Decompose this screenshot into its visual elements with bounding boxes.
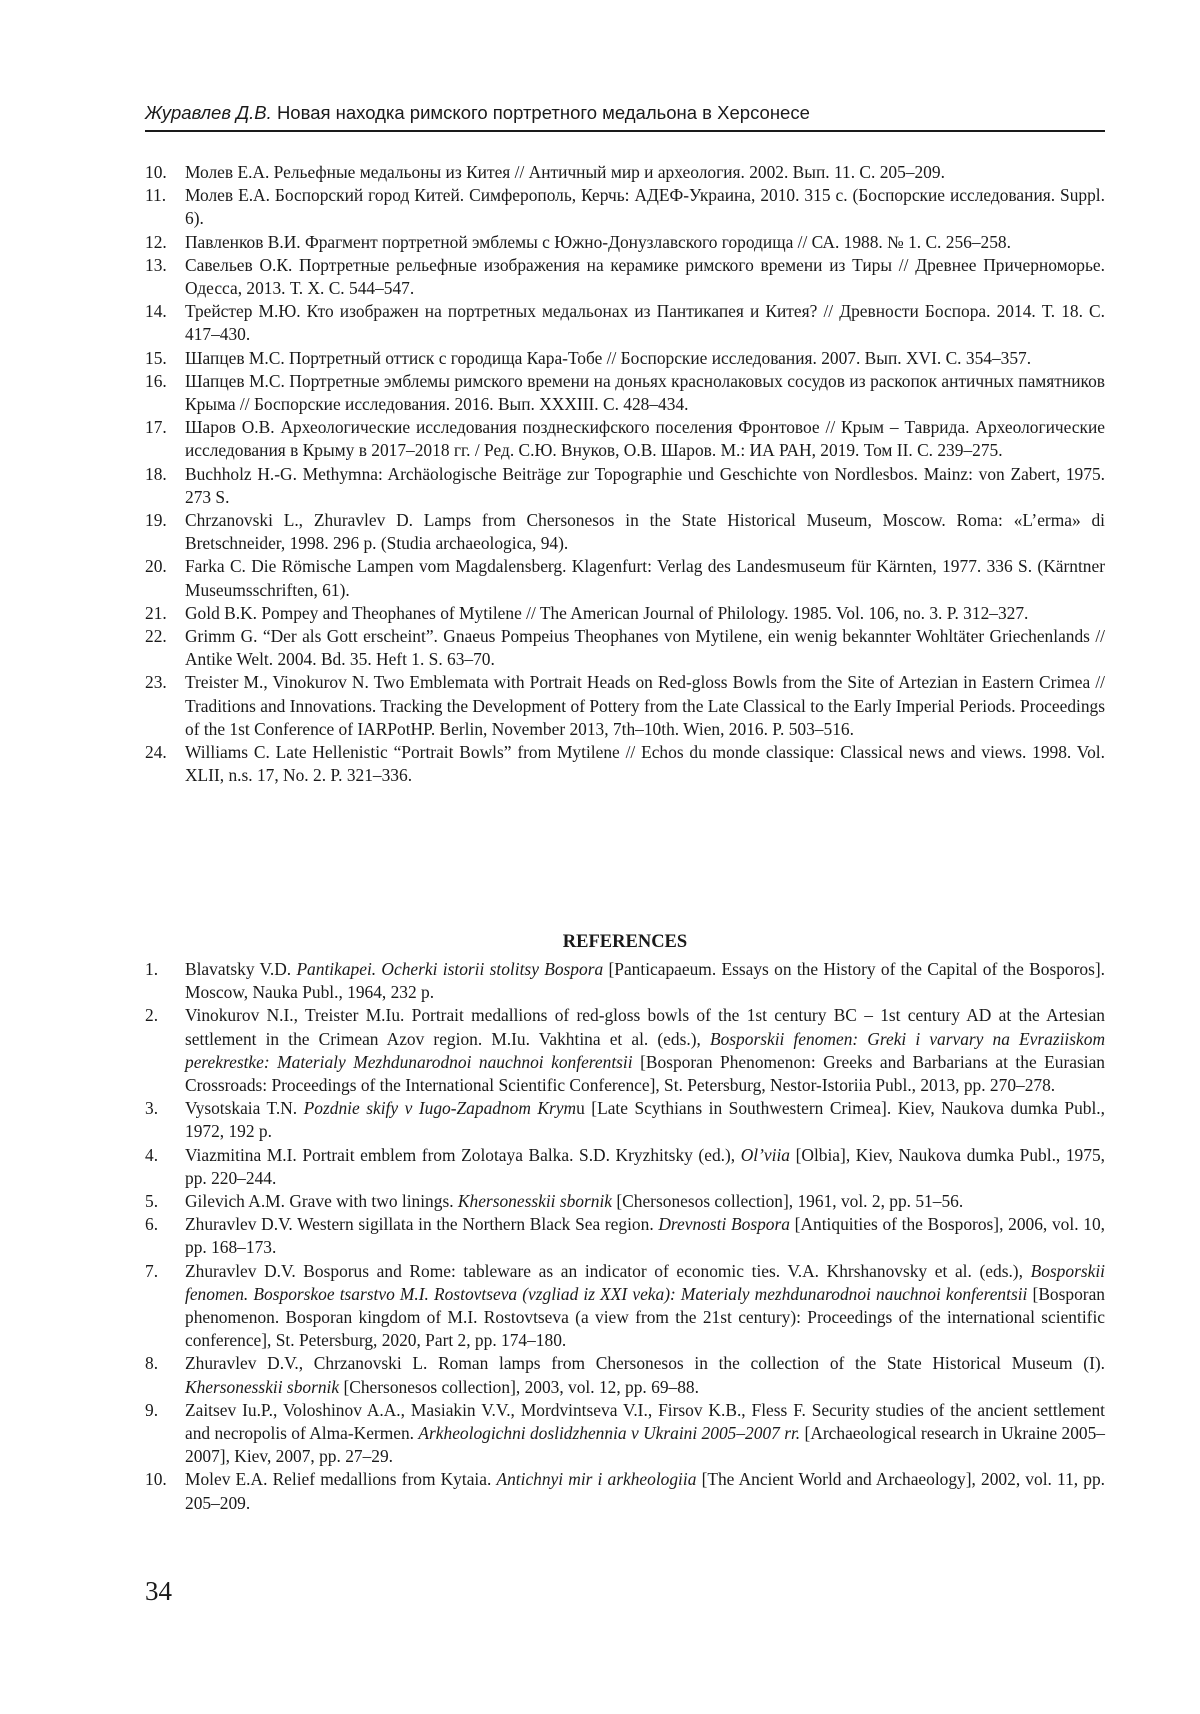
reference-text-part: [Archaeological research in Ukraine 2005–2007], Kiev, 2007, pp. 27–29. <box>185 1423 1105 1467</box>
reference-item <box>145 1190 1105 1213</box>
reference-text-part: [Panticapaeum. Essays on the History of the Capital of the Bosporos]. Moscow, Nauka Publ., 1964, 232 p. <box>185 959 1105 1003</box>
bibliography-item-number: 14. <box>145 301 167 322</box>
bibliography-list <box>145 161 1105 787</box>
reference-item-number: 7. <box>145 1260 159 1281</box>
bibliography-item <box>145 555 1105 601</box>
bibliography-item-text: Молев Е.А. Боспорский город Китей. Симферополь, Керчь: АДЕФ-Украина, 2010. 315 с. (Боспорские исследования. Suppl. 6). <box>185 185 1105 229</box>
reference-item <box>145 1352 1105 1398</box>
bibliography-item-number: 13. <box>145 254 167 275</box>
bibliography-item <box>145 161 1105 184</box>
reference-item-number: 2. <box>145 1005 159 1026</box>
bibliography-item-number: 22. <box>145 626 167 647</box>
bibliography-item-text: Молев Е.А. Рельефные медальоны из Китея // Античный мир и археология. 2002. Вып. 11. С. 205–209. <box>185 162 945 182</box>
bibliography-item-text: Chrzanovski L., Zhuravlev D. Lamps from Chersonesos in the State Historical Museum, Moscow. Roma: «L’erma» di Bretschneider, 1998. 296 p. (Studia archaeologica, 94). <box>185 510 1105 554</box>
reference-italic-title: Bosporskii fenomen: Greki i varvary na Evraziiskom perekrestke: Materialy Mezhdunarodnoi nauchnoi konferentsii <box>185 1028 1106 1072</box>
bibliography-item <box>145 184 1105 230</box>
bibliography-item <box>145 463 1105 509</box>
reference-item-number: 9. <box>145 1399 159 1420</box>
bibliography-item-number: 24. <box>145 742 167 763</box>
bibliography-item <box>145 254 1105 300</box>
reference-italic-title: Khersonesskii sbornik <box>457 1191 613 1212</box>
reference-item <box>145 1097 1105 1143</box>
reference-italic-title: Pantikapei. Ocherki istorii stolitsy Bospora <box>296 959 604 979</box>
reference-item <box>145 1144 1105 1190</box>
reference-item <box>145 1260 1105 1353</box>
reference-text-part: Zhuravlev D.V., Chrzanovski L. Roman lamps from Chersonesos in the collection of the State Historical Museum (I). <box>185 1353 1105 1374</box>
reference-item-text <box>185 1352 1105 1398</box>
bibliography-item <box>145 231 1105 254</box>
reference-item <box>145 1399 1105 1469</box>
reference-text-part: Viazmitina M.I. Portrait emblem from Zolotaya Balka. S.D. Kryzhitsky (ed.), <box>185 1144 741 1165</box>
header-title: Новая находка римского портретного медальона в Херсонесе <box>276 102 810 123</box>
reference-item-text <box>185 958 1105 1004</box>
reference-item-text <box>185 1004 1105 1097</box>
page-number: 34 <box>145 1576 172 1606</box>
reference-italic-title: Antichnyi mir i arkheologiia <box>496 1469 697 1490</box>
reference-item-text <box>185 1468 1105 1514</box>
bibliography-item-text: Шапцев М.С. Портретный оттиск с городища Кара-Тобе // Боспорские исследования. 2007. Вып. XVI. С. 354–357. <box>185 347 1032 368</box>
reference-item-text <box>185 1399 1105 1469</box>
reference-item-text <box>185 1097 1105 1143</box>
reference-item-number: 4. <box>145 1144 159 1165</box>
reference-text-part: Zhuravlev D.V. Western sigillata in the Northern Black Sea region. <box>185 1214 659 1235</box>
reference-text-part: Blavatsky V.D. <box>185 959 297 979</box>
bibliography-item-number: 16. <box>145 370 167 391</box>
reference-item-number: 10. <box>145 1469 167 1490</box>
reference-italic-title: Drevnosti Bospora <box>658 1214 790 1235</box>
reference-item <box>145 1468 1105 1514</box>
reference-italic-title: Ol’viia <box>740 1144 790 1165</box>
reference-text-part: Vysotskaia T.N. <box>185 1098 304 1119</box>
bibliography-item-text: Трейстер М.Ю. Кто изображен на портретных медальонах из Пантикапея и Китея? // Древности Боспора. 2014. Т. 18. С. 417–430. <box>185 301 1105 345</box>
running-header <box>145 100 1105 132</box>
bibliography-item <box>145 416 1105 462</box>
reference-item-number: 6. <box>145 1214 159 1235</box>
bibliography-item <box>145 509 1105 555</box>
bibliography-item-number: 11. <box>145 185 167 206</box>
bibliography-item-number: 21. <box>145 602 167 623</box>
reference-text-part: u [Late Scythians in Southwestern Crimea]. Kiev, Naukova dumka Publ., 1972, 192 p. <box>185 1098 1105 1142</box>
reference-item-text <box>185 1260 1105 1353</box>
bibliography-item <box>145 602 1105 625</box>
reference-item-text <box>185 1213 1105 1259</box>
bibliography-item-number: 12. <box>145 231 167 252</box>
bibliography-item-text: Павленков В.И. Фрагмент портретной эмблемы с Южно-Донузлавского городища // СА. 1988. № 1. С. 256–258. <box>185 231 1011 252</box>
reference-item <box>145 1004 1105 1097</box>
bibliography-item-number: 10. <box>145 162 167 182</box>
reference-item <box>145 1213 1105 1259</box>
reference-item-number: 3. <box>145 1098 159 1119</box>
references-heading: REFERENCES <box>562 932 688 952</box>
bibliography-item-text: Treister M., Vinokurov N. Two Emblemata with Portrait Heads on Red-gloss Bowls from the Site of Artezian in Eastern Crimea // Traditions and Innovations. Tracking the Development of Pottery from the Late Classical to the Early Imperial Periods. Proceedings of the 1st Conference of IARPotHP. Berlin, November 2013, 7th–10th. Wien, 2016. P. 503–516. <box>185 672 1105 739</box>
reference-text-part: [Chersonesos collection], 1961, vol. 2, pp. 51–56. <box>612 1191 964 1212</box>
bibliography-item-number: 20. <box>145 556 167 577</box>
reference-italic-title: Pozdnie skify v Iugo-Zapadnom Krym <box>303 1098 577 1119</box>
references-list <box>145 958 1105 1515</box>
bibliography-item-number: 19. <box>145 510 167 531</box>
reference-text-part: [The Ancient World and Archaeology], 2002, vol. 11, pp. 205–209. <box>185 1469 1106 1513</box>
bibliography-item-text: Williams C. Late Hellenistic “Portrait Bowls” from Mytilene // Echos du monde classique: Classical news and views. 1998. Vol. XLII, n.s. 17, No. 2. P. 321–336. <box>185 742 1105 786</box>
reference-text-part: Molev E.A. Relief medallions from Kytaia. <box>185 1469 497 1490</box>
reference-item-number: 1. <box>145 959 159 979</box>
bibliography-item-text: Grimm G. “Der als Gott erscheint”. Gnaeus Pompeius Theophanes von Mytilene, ein wenig bekannter Wohltäter Griechenlands // Antike Welt. 2004. Bd. 35. Heft 1. S. 63–70. <box>185 626 1105 670</box>
reference-text-part: Zhuravlev D.V. Bosporus and Rome: tableware as an indicator of economic ties. V.A. Khrshanovsky et al. (eds.), <box>185 1260 1031 1281</box>
reference-text-part: Zaitsev Iu.P., Voloshinov A.A., Masiakin V.V., Mordvintseva V.I., Firsov K.B., Fless F. Security studies of the ancient settlement and necropolis of Alma-Kermen. <box>185 1399 1105 1444</box>
bibliography-item-number: 18. <box>145 463 167 484</box>
reference-item-text <box>185 1190 1105 1213</box>
bibliography-item-text: Савельев О.К. Портретные рельефные изображения на керамике римского времени из Тиры // Древнее Причерноморье. Одесса, 2013. Т. X. С. 544–547. <box>185 254 1105 299</box>
reference-item-number: 8. <box>145 1353 159 1374</box>
reference-item <box>145 958 1105 1004</box>
reference-text-part: Vinokurov N.I., Treister M.Iu. Portrait medallions of red-gloss bowls of the 1st century BC – 1st century AD at the Artesian settlement in the Crimean Azov region. M.Iu. Vakhtina et al. (eds.), <box>185 1005 1105 1049</box>
bibliography-item <box>145 671 1105 741</box>
bibliography-item <box>145 347 1105 370</box>
bibliography-item <box>145 300 1105 346</box>
reference-text-part: [Chersonesos collection], 2003, vol. 12, pp. 69–88. <box>339 1376 699 1397</box>
reference-italic-title: Arkheologichni doslidzhennia v Ukraini 2005–2007 rr. <box>418 1423 801 1444</box>
reference-text-part: [Bosporan phenomenon. Bosporan kingdom of M.I. Rostovtseva (a view from the 21st century): Proceedings of the international scientific conference], St. Petersburg, 2020, Part 2, pp. 174–180. <box>185 1283 1105 1351</box>
reference-italic-title: Khersonesskii sbornik <box>185 1376 340 1397</box>
reference-text-part: [Antiquities of the Bosporos], 2006, vol. 10, pp. 168–173. <box>185 1214 1105 1258</box>
bibliography-item <box>145 741 1105 787</box>
bibliography-item-text: Buchholz H.-G. Methymna: Archäologische Beiträge zur Topographie und Geschichte von Nordlesbos. Mainz: von Zabert, 1975. 273 S. <box>185 463 1105 507</box>
reference-item-text <box>185 1144 1105 1190</box>
bibliography-item-text: Шапцев М.С. Портретные эмблемы римского времени на доньях краснолаковых сосудов из раскопок античных памятников Крыма // Боспорские исследования. 2016. Вып. XXXIII. С. 428–434. <box>185 370 1105 415</box>
bibliography-item-number: 23. <box>145 672 167 693</box>
bibliography-item-number: 15. <box>145 347 167 368</box>
bibliography-item-text: Farka C. Die Römische Lampen vom Magdalensberg. Klagenfurt: Verlag des Landesmuseum für Kärnten, 1977. 336 S. (Kärntner Museumsschriften, 61). <box>185 556 1105 600</box>
bibliography-item-text: Шаров О.В. Археологические исследования позднескифского поселения Фронтовое // Крым – Таврида. Археологические исследования в Крыму в 2017–2018 гг. / Ред. С.Ю. Внуков, О.В. Шаров. М.: ИА РАН, 2019. Том II. С. 239–275. <box>185 417 1105 461</box>
bibliography-item <box>145 625 1105 671</box>
bibliography-item <box>145 370 1105 416</box>
reference-text-part: [Bosporan Phenomenon: Greeks and Barbarians at the Eurasian Crossroads: Proceedings of the International Scientific Conference], St. Petersburg, Nestor-Istoriia Publ., 2013, pp. 270–278. <box>185 1051 1105 1096</box>
reference-text-part: Gilevich A.M. Grave with two linings. <box>185 1191 458 1212</box>
bibliography-item-number: 17. <box>145 417 167 438</box>
reference-item-number: 5. <box>145 1191 159 1212</box>
header-author: Журавлев Д.В. <box>145 102 272 123</box>
reference-italic-title: Bosporskii fenomen. Bosporskoe tsarstvo M.I. Rostovtseva (vzgliad iz XXI veka): Materialy mezhdunarodnoi nauchnoi konferentsii <box>185 1260 1105 1304</box>
bibliography-item-text: Gold B.K. Pompey and Theophanes of Mytilene // The American Journal of Philology. 1985. Vol. 106, no. 3. P. 312–327. <box>185 602 1029 623</box>
reference-text-part: [Olbia], Kiev, Naukova dumka Publ., 1975, pp. 220–244. <box>185 1144 1105 1188</box>
